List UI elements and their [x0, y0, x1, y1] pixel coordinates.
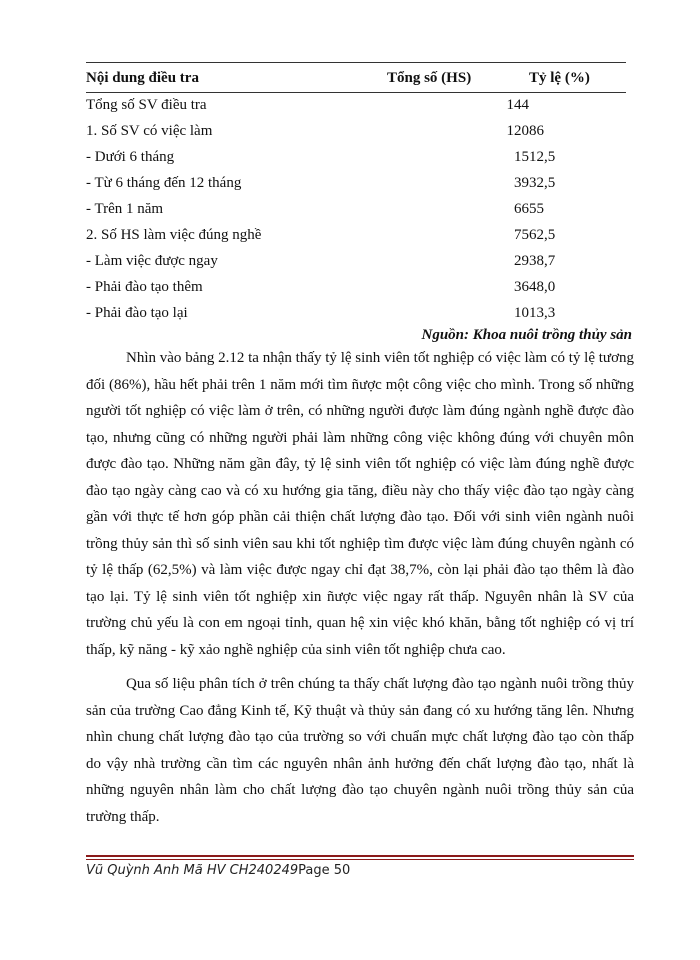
row-label: 1. Số SV có việc làm — [86, 122, 213, 139]
row-percent: 48,0 — [529, 278, 556, 295]
footer-rule-thin — [86, 859, 634, 860]
footer-page-number: Page 50 — [298, 863, 351, 878]
table-source-note: Nguồn: Khoa nuôi trồng thủy sản — [421, 327, 632, 343]
table-row — [86, 274, 626, 300]
footer-rule — [86, 855, 634, 857]
header-total: Tổng số (HS) — [387, 69, 472, 86]
row-percent: 32,5 — [529, 174, 556, 191]
footer-author: Vũ Quỳnh Anh Mã HV CH240249 — [86, 863, 299, 878]
table-row — [86, 300, 626, 326]
row-label: 2. Số HS làm việc đúng nghề — [86, 226, 262, 243]
row-label: - Dưới 6 tháng — [86, 148, 175, 165]
survey-table — [86, 64, 626, 326]
header-content: Nội dung điều tra — [86, 69, 199, 86]
table-header-row — [86, 64, 626, 92]
row-label: - Làm việc được ngay — [86, 252, 218, 269]
header-percent: Tỷ lệ (%) — [529, 69, 590, 86]
table-top-rule — [86, 62, 626, 63]
table-row — [86, 248, 626, 274]
page-footer — [86, 863, 350, 878]
row-label: - Phải đào tạo lại — [86, 304, 188, 321]
table-row — [86, 118, 626, 144]
table-row — [86, 170, 626, 196]
row-total: 15 — [514, 148, 529, 165]
row-total: 39 — [514, 174, 529, 191]
row-percent: 12,5 — [529, 148, 556, 165]
row-label: Tổng số SV điều tra — [86, 96, 207, 113]
table-row — [86, 222, 626, 248]
table-row — [86, 196, 626, 222]
row-percent: 38,7 — [529, 252, 556, 269]
row-label: - Phải đào tạo thêm — [86, 278, 203, 295]
row-percent: 13,3 — [529, 304, 556, 321]
table-header-rule — [86, 92, 626, 93]
row-percent: 55 — [529, 200, 544, 217]
row-total: 75 — [514, 226, 529, 243]
row-percent — [529, 92, 626, 118]
row-total: 120 — [506, 122, 529, 139]
table-row — [86, 92, 626, 118]
row-percent: 86 — [529, 122, 544, 139]
row-label: - Trên 1 năm — [86, 200, 164, 217]
row-percent: 62,5 — [529, 226, 556, 243]
table-row — [86, 144, 626, 170]
row-total: 29 — [514, 252, 529, 269]
row-total: 36 — [514, 278, 529, 295]
body-paragraph: Nhìn vào bảng 2.12 ta nhận thấy tỷ lệ sinh viên tốt nghiệp có việc làm có tỷ lệ tương đối (86%), hầu hết phải trên 1 năm mới tìm ñược một công việc cho mình. Trong số những người tốt nghiệp có việc làm ở trên, có những người được làm đúng ngành nghề được đào tạo, nhưng cũng có những người phải làm những công việc không đúng với chuyên môn được đào tạo. Những năm gần đây, tỷ lệ sinh viên tốt nghiệp có việc làm đúng nghề được đào tạo ngày càng cao và có xu hướng gia tăng, điều này cho thấy việc đào tạo ngày càng gần với thực tế hơn góp phần cải thiện chất lượng đào tạo. Đối với sinh viên ngành nuôi trồng thủy sản thì số sinh viên sau khi tốt nghiệp tìm được việc làm đúng chuyên ngành có tỷ lệ thấp (62,5%) và làm việc được ngay chỉ đạt 38,7%, còn lại phải đào tạo thêm là đào tạo lại. Tỷ lệ sinh viên tốt nghiệp xin ñược việc ngay rất thấp. Nguyên nhân là SV của trường chủ yếu là con em ngoại tỉnh, quan hệ xin việc khó khăn, bằng tốt nghiệp có vị trí thấp, kỹ năng - kỹ xảo nghề nghiệp của sinh viên tốt nghiệp chưa cao. — [86, 350, 634, 658]
row-label: - Từ 6 tháng đến 12 tháng — [86, 174, 242, 191]
row-total: 144 — [506, 96, 529, 113]
body-paragraph: Qua số liệu phân tích ở trên chúng ta thấy chất lượng đào tạo ngành nuôi trồng thủy sản của trường Cao đẳng Kinh tế, Kỹ thuật và thủy sản đang có xu hướng tăng lên. Nhưng nhìn chung chất lượng đào tạo của trường so với chuẩn mực chất lượng đào tạo còn thấp do vậy nhà trường cần tìm các nguyên nhân ảnh hưởng đến chất lượng đào tạo, nhất là những nguyên nhân làm cho chất lượng đào tạo chuyên ngành nuôi trồng thủy sản của trường thấp. — [86, 676, 634, 825]
row-total: 10 — [514, 304, 529, 321]
row-total: 66 — [514, 200, 529, 217]
